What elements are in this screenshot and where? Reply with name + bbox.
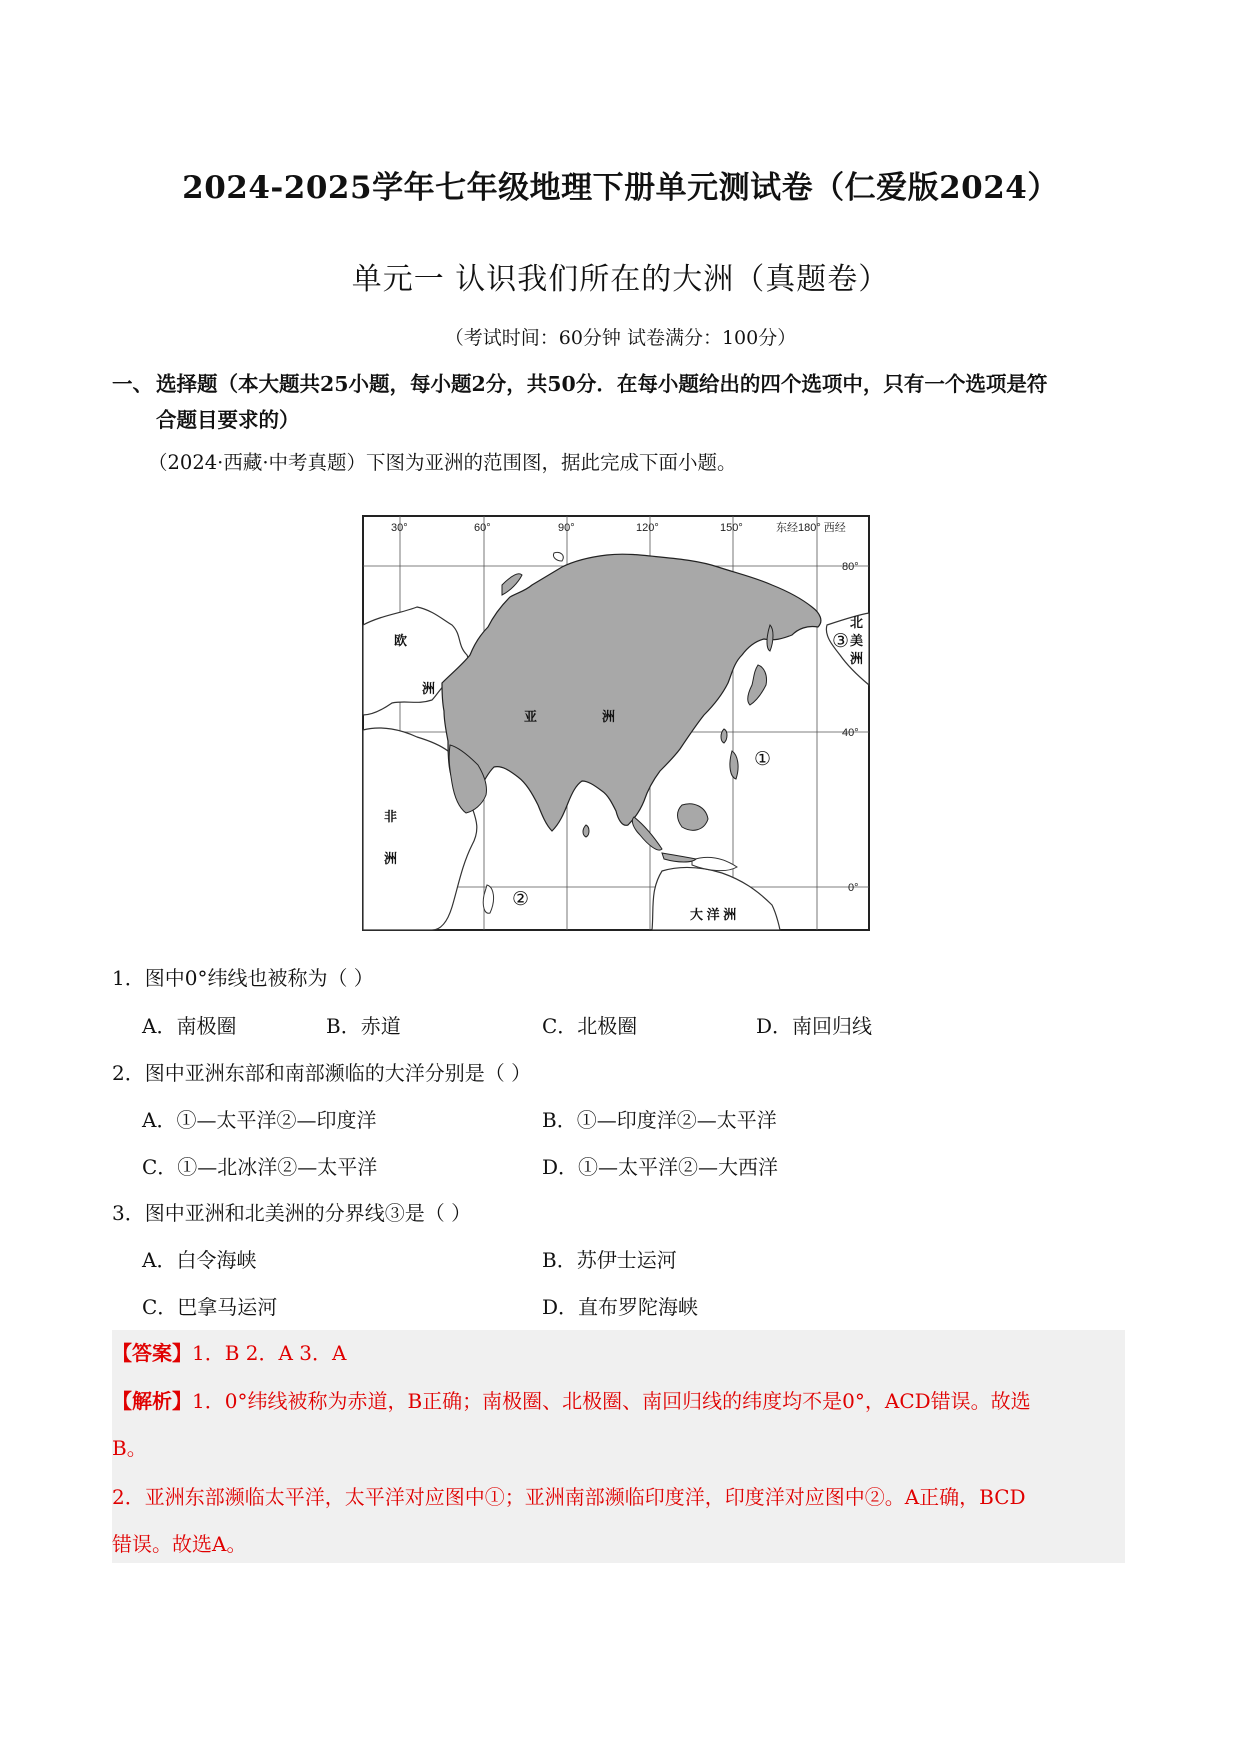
q2-option-c: C．①—北冰洋②—太平洋 [142, 1155, 378, 1179]
q1-option-b: B．赤道 [326, 1014, 401, 1038]
lon-label-120: 120° [636, 522, 659, 534]
lat-label-0: 0° [848, 882, 859, 894]
q1-option-c: C．北极圈 [542, 1014, 638, 1038]
analysis-1-text: 1．0°纬线被称为赤道，B正确；南极圈、北极圈、南回归线的纬度均不是0°，ACD错误。故选 [192, 1389, 1031, 1413]
label-asia-2: 洲 [602, 709, 616, 724]
label-europe-2: 洲 [422, 681, 436, 696]
label-namerica-3: 洲 [850, 651, 864, 666]
question-intro: （2024·西藏·中考真题）下图为亚洲的范围图，据此完成下面小题。 [148, 451, 737, 474]
label-europe-1: 欧 [394, 633, 408, 648]
q3-option-b: B．苏伊士运河 [542, 1248, 677, 1272]
label-africa-2: 洲 [384, 851, 398, 866]
taiwan-island [721, 729, 727, 743]
asia-map [362, 515, 870, 931]
section-heading [112, 366, 1132, 438]
analysis-1-line2: B。 [112, 1436, 147, 1460]
analysis-tag: 【解析】 [112, 1389, 192, 1413]
label-oceania: 大 洋 洲 [690, 907, 737, 922]
lon-label-30: 30° [391, 522, 408, 534]
document-title: 2024-2025学年七年级地理下册单元测试卷（仁爱版2024） [182, 170, 1059, 206]
q2-option-a: A．①—太平洋②—印度洋 [142, 1108, 377, 1132]
analysis-1-line1 [112, 1385, 1031, 1414]
label-asia-1: 亚 [524, 709, 538, 724]
question-3-stem: 3．图中亚洲和北美洲的分界线③是（ ） [112, 1201, 472, 1225]
lat-label-80: 80° [842, 561, 859, 573]
analysis-2-line2: 错误。故选A。 [112, 1532, 247, 1556]
lon-label-60: 60° [474, 522, 491, 534]
answer-tag: 【答案】 [112, 1341, 192, 1365]
q3-option-d: D．直布罗陀海峡 [542, 1295, 699, 1319]
document-subtitle: 单元一 认识我们所在的大洲（真题卷） [351, 262, 890, 297]
lon-label-90: 90° [558, 522, 575, 534]
marker-2: ② [512, 889, 530, 910]
answer-text: 1．B 2．A 3．A [192, 1341, 347, 1365]
answer-line [112, 1337, 346, 1366]
question-2-stem: 2．图中亚洲东部和南部濒临的大洋分别是（ ） [112, 1061, 532, 1085]
section-line2: 合题目要求的） [156, 408, 300, 432]
label-namerica-1: 北 [850, 615, 864, 630]
lon-label-150: 150° [720, 522, 743, 534]
label-africa-1: 非 [384, 809, 398, 824]
label-namerica-2: 美 [850, 633, 864, 648]
marker-3: ③ [832, 631, 850, 652]
marker-1: ① [754, 749, 772, 770]
q2-option-d: D．①—太平洋②—大西洋 [542, 1155, 779, 1179]
q3-option-c: C．巴拿马运河 [142, 1295, 278, 1319]
q3-option-a: A．白令海峡 [142, 1248, 257, 1272]
section-line1: 选择题（本大题共25小题，每小题2分，共50分．在每小题给出的四个选项中，只有一个选项是符 [156, 372, 1048, 396]
lat-label-40: 40° [842, 727, 859, 739]
q1-option-a: A．南极圈 [142, 1014, 237, 1038]
analysis-2-line1: 2．亚洲东部濒临太平洋，太平洋对应图中①；亚洲南部濒临印度洋，印度洋对应图中②。A正确，BCD [112, 1485, 1026, 1509]
q2-option-b: B．①—印度洋②—太平洋 [542, 1108, 777, 1132]
q1-option-d: D．南回归线 [756, 1014, 873, 1038]
lon-label-180: 东经180° 西经 [776, 522, 846, 534]
question-1-stem: 1．图中0°纬线也被称为（ ） [112, 966, 374, 990]
section-number: 一、 [112, 372, 153, 396]
exam-info: （考试时间：60分钟 试卷满分：100分） [444, 327, 797, 349]
